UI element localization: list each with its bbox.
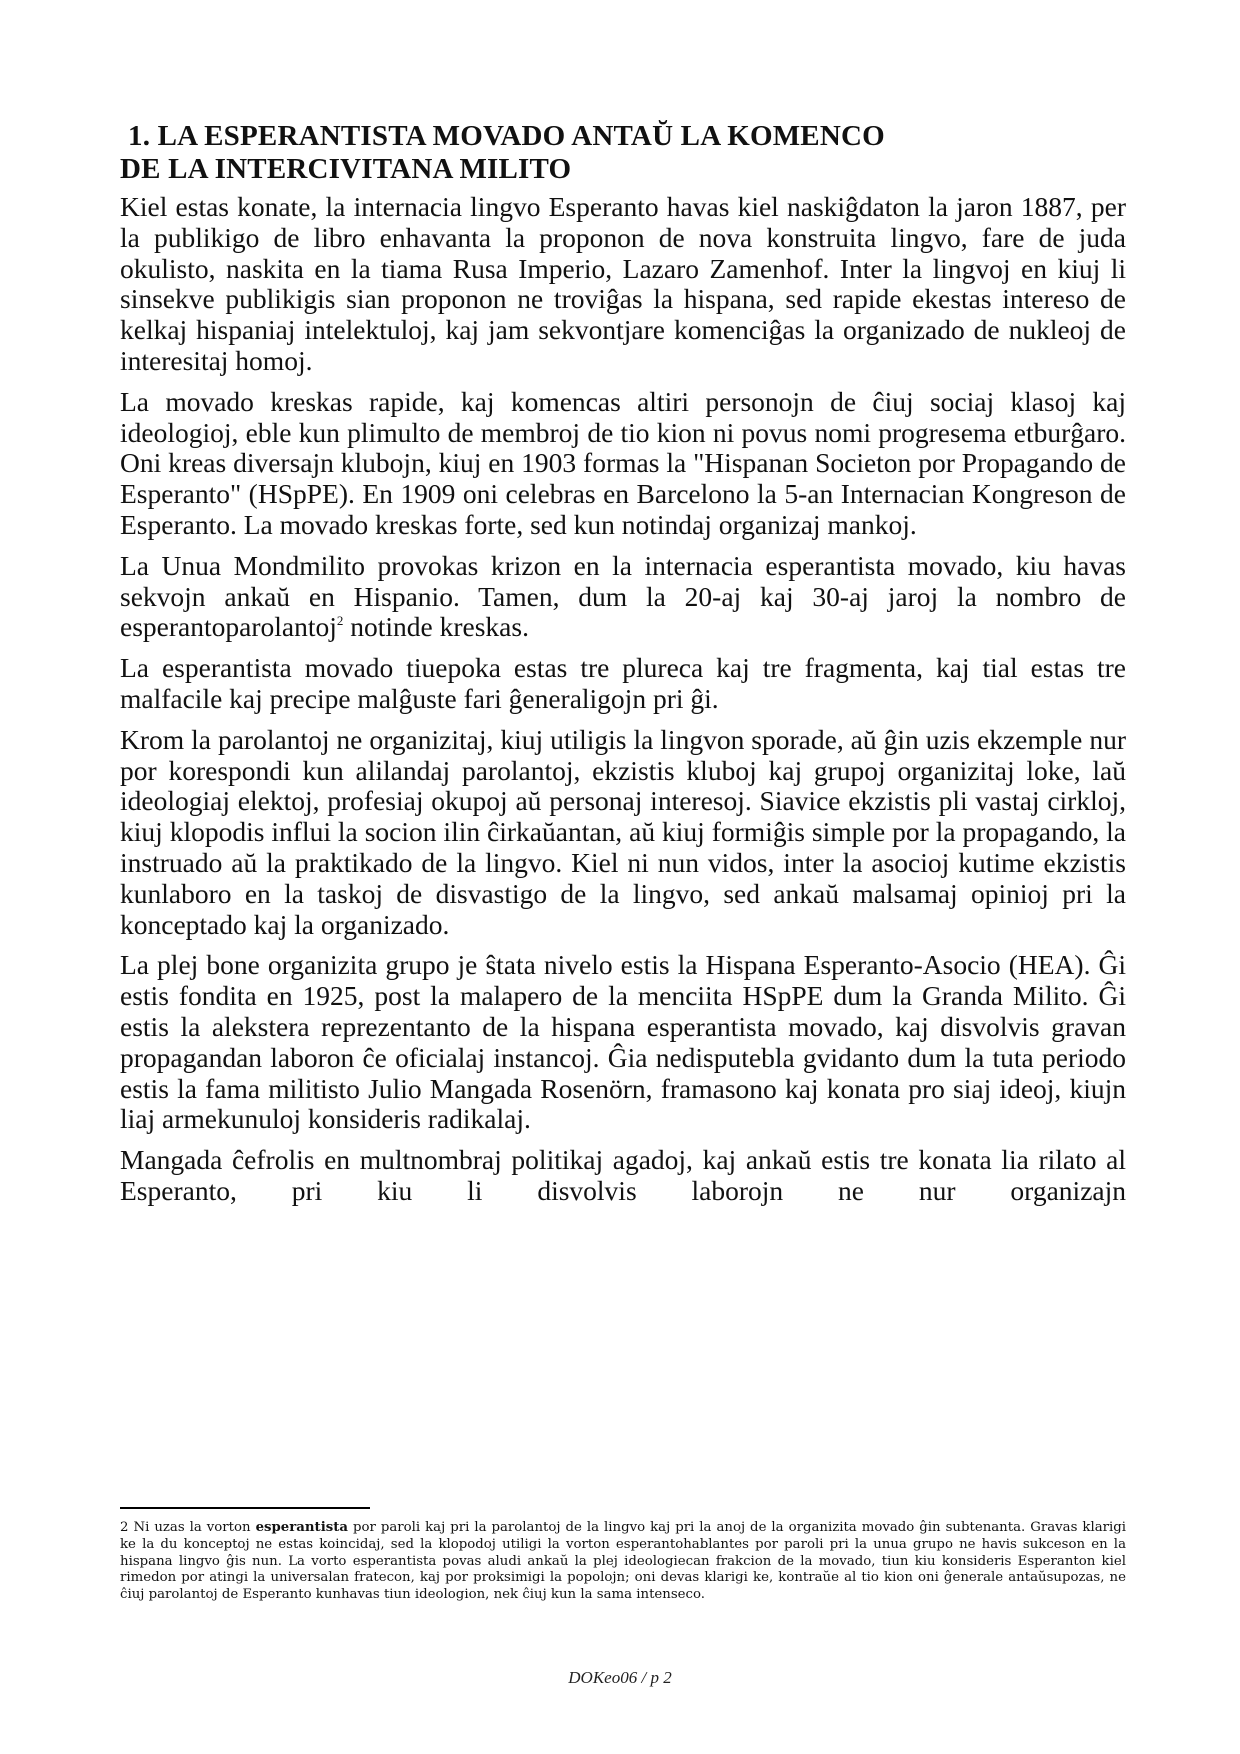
footnote-reference[interactable]: 2 [336, 613, 344, 629]
footnote-separator [120, 1507, 370, 1509]
paragraph-7: Mangada ĉefrolis en multnombraj politikaj agadoj, kaj ankaŭ estis tre konata lia rilato al Esperanto, pri kiu li disvolvis laborojn ne nur organizajn [120, 1144, 1126, 1206]
paragraph-3 [120, 551, 1126, 643]
document-page [120, 120, 1126, 1217]
section-heading [120, 120, 1126, 186]
paragraph-4: La esperantista movado tiuepoka estas tre plureca kaj tre fragmenta, kaj tial estas tre malfacile kaj precipe malĝuste fari ĝeneraligojn pri ĝi. [120, 652, 1126, 714]
footnote [120, 1520, 1126, 1604]
footnote-number: 2 [120, 1520, 129, 1535]
page-footer: DOKeo06 / p 2 [568, 1668, 672, 1687]
footnote-bold-term: esperantista [255, 1520, 348, 1535]
paragraph-3-text: La Unua Mondmilito provokas krizon en la internacia esperantista movado, kiu havas sekvojn ankaŭ en Hispanio. Tamen, dum la 20-aj kaj 30-aj jaroj la nombro de esperantoparolantoj [120, 549, 1126, 643]
heading-line-2: DE LA INTERCIVITANA MILITO [120, 153, 572, 185]
footnote-text: por paroli kaj pri la parolantoj de la lingvo kaj pri la anoj de la organizita movado ĝin subtenanta. Gravas klarigi ke la du konceptoj ne estas koincidaj, sed la klopodoj utiligi la vorton esperantohablantes por paroli pri la unua grupo ne havis sukceson en la hispana lingvo ĝis nun. La vorto esperantista povas aludi ankaŭ la plej ideologiecan frakcion de la movado, tiun kiu konsideris Esperanton kiel rimedon por atingi la universalan fratecon, kaj por proksimigi la popolojn; oni devas klarigi ke, kontraŭe al tio kion oni ĝenerale antaŭsupozas, ne ĉiuj parolantoj de Esperanto kunhavas tiun ideologion, nek ĉiuj kun la sama intenseco. [120, 1520, 1126, 1603]
paragraph-2: La movado kreskas rapide, kaj komencas altiri personojn de ĉiuj sociaj klasoj kaj ideologioj, eble kun plimulto de membroj de tio kion ni povus nomi progresema etburĝaro. Oni kreas diversajn klubojn, kiuj en 1903 formas la "Hispanan Societon por Propagando de Esperanto" (HSpPE). En 1909 oni celebras en Barcelono la 5-an Internacian Kongreson de Esperanto. La movado kreskas forte, sed kun notindaj organizaj mankoj. [120, 385, 1126, 540]
paragraph-3-text-end: notinde kreskas. [343, 611, 529, 643]
paragraph-1: Kiel estas konate, la internacia lingvo Esperanto havas kiel naskiĝdaton la jaron 1887, per la publikigo de libro enhavanta la proponon de nova konstruita lingvo, fare de juda okulisto, naskita en la tiama Rusa Imperio, Lazaro Zamenhof. Inter la lingvoj en kiuj li sinsekve publikigis sian proponon ne troviĝas la hispana, sed rapide ekestas intereso de kelkaj hispaniaj intelektuloj, kaj jam sekvontjare komenciĝas la organizado de nukleoj de interesitaj homoj. [120, 191, 1126, 376]
heading-line-1: 1. LA ESPERANTISTA MOVADO ANTAŬ LA KOMENCO [128, 120, 885, 152]
paragraph-5: Krom la parolantoj ne organizitaj, kiuj utiligis la lingvon sporade, aŭ ĝin uzis ekzemple nur por korespondi kun alilandaj parolantoj, ekzistis kluboj kaj grupoj organizitaj loke, laŭ ideologiaj elektoj, profesiaj okupoj aŭ personaj interesoj. Siavice ekzistis pli vastaj cirkloj, kiuj klopodis influi la socion ilin ĉirkaŭantan, aŭ kiuj formiĝis simple por la propagando, la instruado aŭ la praktikado de la lingvo. Kiel ni nun vidos, inter la asocioj kutime ekzistis kunlaboro en la taskoj de disvastigo de la lingvo, sed ankaŭ malsamaj opinioj pri la konceptado kaj la organizado. [120, 723, 1126, 940]
paragraph-6: La plej bone organizita grupo je ŝtata nivelo estis la Hispana Esperanto-Asocio (HEA). Ĝi estis fondita en 1925, post la malapero de la menciita HSpPE dum la Granda Milito. Ĝi estis la alekstera reprezentanto de la hispana esperantista movado, kaj disvolvis gravan propagandan laboron ĉe oficialaj instancoj. Ĝia nedisputebla gvidanto dum la tuta periodo estis la fama militisto Julio Mangada Rosenörn, framasono kaj konata pro siaj ideoj, kiujn liaj armekunuloj konsideris radikalaj. [120, 949, 1126, 1135]
footnote-intro: Ni uzas la vorton [128, 1520, 256, 1535]
